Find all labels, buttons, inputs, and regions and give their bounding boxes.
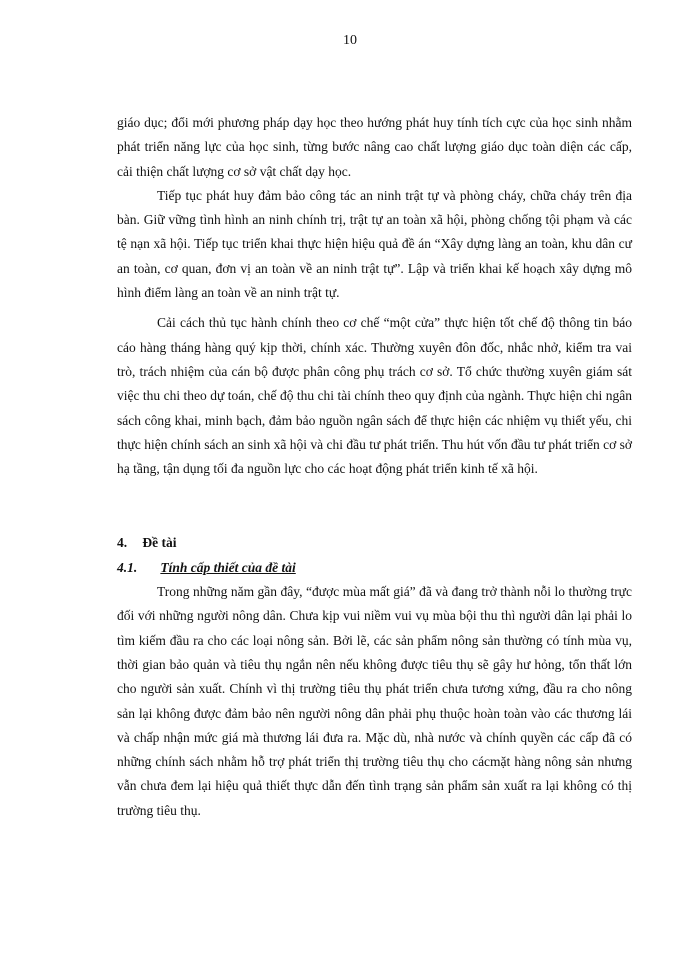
section-number: 4.: [117, 535, 128, 551]
paragraph-administration: Cải cách thủ tục hành chính theo cơ chế “một cửa” thực hiện tốt chế độ thông tin báo cáo hàng tháng hàng quý kịp thời, chính xác. Thường xuyên đôn đốc, nhắc nhở, kiểm tra vai trò, trách nhiệm của cán bộ được phân công phụ trách cơ sở. Tổ chức thường xuyên giám sát việc thu chi theo dự toán, chế độ thu chi tài chính theo quy định của ngành. Thực hiện chi ngân sách công khai, minh bạch, đảm bảo nguồn ngân sách để thực hiện các nhiệm vụ thiết yếu, chi thực hiện chính sách an sinh xã hội và chi đầu tư phát triển. Thu hút vốn đầu tư phát triển cơ sở hạ tầng, tận dụng tối đa nguồn lực cho các hoạt động phát triển kinh tế xã hội.: [117, 315, 632, 477]
subsection-title: Tính cấp thiết của đề tài: [160, 559, 296, 575]
paragraph-security: Tiếp tục phát huy đảm bảo công tác an ninh trật tự và phòng cháy, chữa cháy trên địa bàn. Giữ vững tình hình an ninh chính trị, trật tự an toàn xã hội, phòng chống tội phạm và các tệ nạn xã hội. Tiếp tục triển khai thực hiện hiệu quả đề án “Xây dựng làng an toàn, khu dân cư an toàn, cơ quan, đơn vị an toàn về an ninh trật tự”. Lập và triển khai kế hoạch xây dựng mô hình điểm làng an toàn về an ninh trật tự.: [117, 187, 632, 301]
document-body: [117, 111, 632, 823]
paragraph-urgency: Trong những năm gần đây, “được mùa mất giá” đã và đang trở thành nỗi lo thường trực đối với những người nông dân. Chưa kịp vui niềm vui vụ mùa bội thu thì người dân lại phải lo tìm kiếm đầu ra cho các loại nông sản. Bởi lẽ, các sản phẩm nông sản thường có tính mùa vụ, thời gian bảo quản và tiêu thụ ngắn nên nếu không được tiêu thụ sẽ gây hư hỏng, tổn thất lớn cho người sản xuất. Chính vì thị trường tiêu thụ phát triển chưa tương xứng, đầu ra cho nông sản lại không được đảm bảo nên người nông dân phải phụ thuộc hoàn toàn vào các thương lái và chấp nhận mức giá mà thương lái đưa ra. Mặc dù, nhà nước và chính quyền các cấp đã có những chính sách nhằm hỗ trợ phát triển thị trường tiêu thụ cho cácmặt hàng nông sản nhưng vẫn chưa đem lại hiệu quả thiết thực dẫn đến tình trạng sản phẩm sản xuất ra lại không có thị trường tiêu thụ.: [117, 584, 632, 818]
subsection-heading: [117, 556, 632, 580]
section-heading: [117, 531, 632, 555]
subsection-number: 4.1.: [117, 559, 138, 575]
section-title: Đề tài: [142, 535, 177, 551]
paragraph-education: giáo dục; đổi mới phương pháp dạy học theo hướng phát huy tính tích cực của học sinh nhằm phát triển năng lực của học sinh, từng bước nâng cao chất lượng giáo dục toàn diện các cấp, cải thiện chất lượng cơ sở vật chất dạy học.: [117, 115, 632, 179]
page-number: 10: [343, 33, 357, 48]
